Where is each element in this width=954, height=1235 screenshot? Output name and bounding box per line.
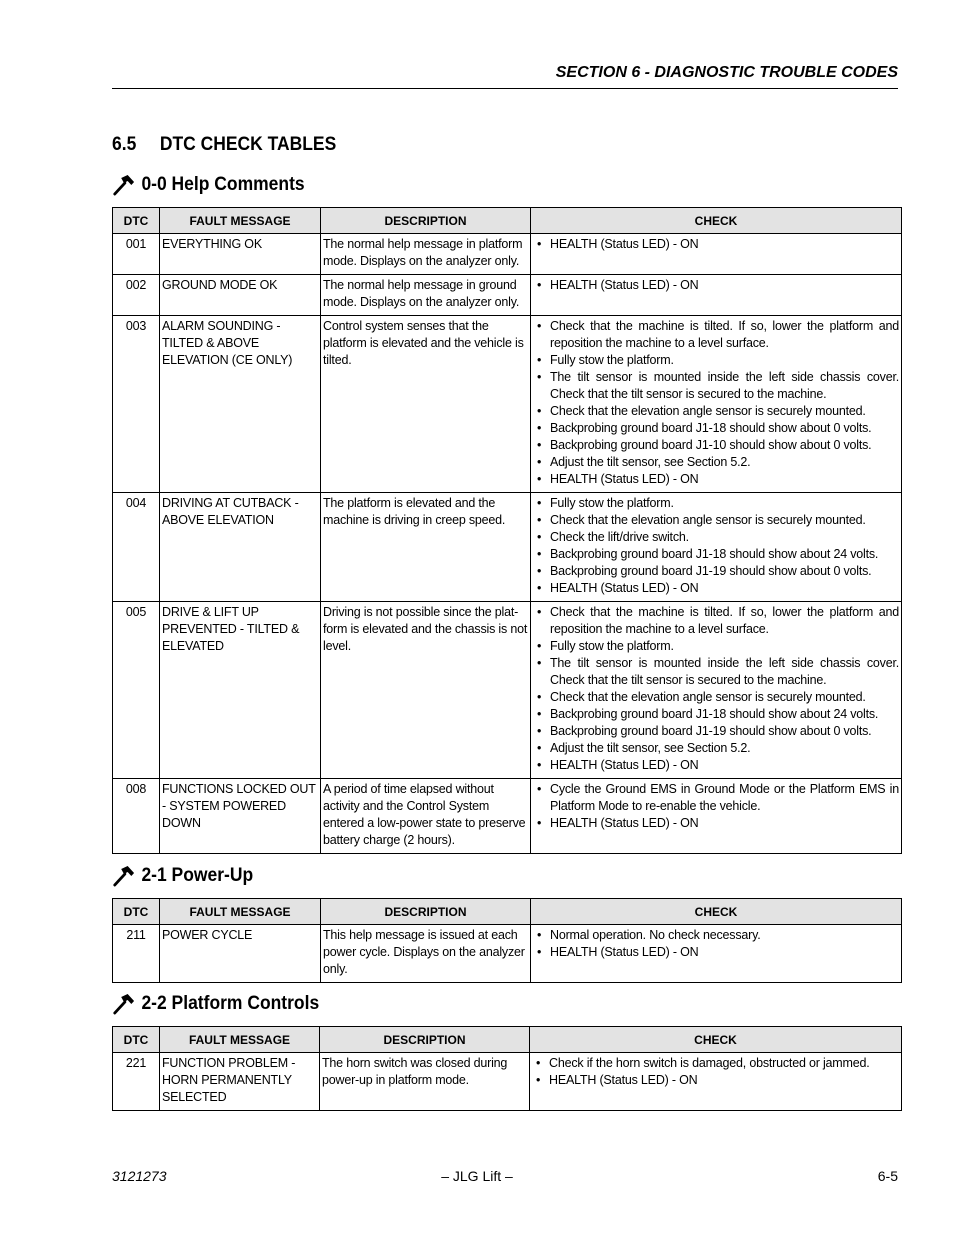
check-item: • Check the lift/drive switch. <box>533 529 899 546</box>
fault-message: POWER CYCLE <box>160 925 321 983</box>
table-row <box>113 1053 902 1111</box>
column-header-fault: FAULT MESSAGE <box>160 208 321 234</box>
column-header-description: DESCRIPTION <box>321 899 531 925</box>
table-row <box>113 316 902 493</box>
table-row <box>113 925 902 983</box>
hammer-icon <box>112 174 136 196</box>
check-item: • HEALTH (Status LED) - ON <box>533 944 899 961</box>
subsection-heading-text: 0-0 Help Comments <box>141 174 305 195</box>
check-item: • Cycle the Ground EMS in Ground Mode or the Platform EMS in Platform Mode to re-enable the vehicle. <box>533 781 899 815</box>
check-item: • Normal operation. No check necessary. <box>533 927 899 944</box>
check-item: • Fully stow the platform. <box>533 352 899 369</box>
check-item: • Adjust the tilt sensor, see Section 5.2. <box>533 454 899 471</box>
check-item: • Backprobing ground board J1-19 should show about 0 volts. <box>533 723 899 740</box>
check-item: • The tilt sensor is mounted inside the left side chassis cover. Check that the tilt sensor is secured to the machine. <box>533 655 899 689</box>
footer-brand: – JLG Lift – <box>441 1168 513 1184</box>
description: This help message is issued at each power cycle. Displays on the analyzer only. <box>321 925 531 983</box>
check-list <box>531 316 902 493</box>
subsection-heading-platform-controls <box>112 993 319 1015</box>
check-item: • Check if the horn switch is damaged, obstructed or jammed. <box>532 1055 899 1072</box>
section-title <box>112 134 336 156</box>
check-list <box>531 602 902 779</box>
check-item: • Check that the elevation angle sensor is securely mounted. <box>533 689 899 706</box>
column-header-description: DESCRIPTION <box>320 1027 530 1053</box>
check-item: • HEALTH (Status LED) - ON <box>533 471 899 488</box>
check-item: • Adjust the tilt sensor, see Section 5.2. <box>533 740 899 757</box>
fault-message: DRIVING AT CUTBACK - ABOVE ELEVATION <box>160 493 321 602</box>
subsection-heading-text: 2-1 Power-Up <box>141 865 254 886</box>
hammer-icon <box>112 865 136 887</box>
section-title-text: DTC CHECK TABLES <box>159 134 337 155</box>
column-header-description: DESCRIPTION <box>321 208 531 234</box>
description: The horn switch was closed during power-up in platform mode. <box>320 1053 530 1111</box>
fault-message: GROUND MODE OK <box>160 275 321 316</box>
check-list <box>530 1053 902 1111</box>
check-item: • HEALTH (Status LED) - ON <box>533 815 899 832</box>
table-header-row <box>113 1027 902 1053</box>
column-header-dtc: DTC <box>113 899 160 925</box>
check-item: • HEALTH (Status LED) - ON <box>533 757 899 774</box>
check-list <box>531 275 902 316</box>
dtc-code: 221 <box>113 1053 160 1111</box>
description: Control system senses that the platform is elevated and the vehicle is tilted. <box>321 316 531 493</box>
subsection-heading-power-up <box>112 865 253 887</box>
check-item: • HEALTH (Status LED) - ON <box>532 1072 899 1089</box>
section-header-text: SECTION 6 - DIAGNOSTIC TROUBLE CODES <box>555 64 898 81</box>
check-item: • Check that the machine is tilted. If so, lower the platform and reposition the machine to a level surface. <box>533 604 899 638</box>
subsection-heading-help-comments <box>112 174 305 196</box>
dtc-code: 003 <box>113 316 160 493</box>
section-header <box>112 64 898 89</box>
table-row <box>113 779 902 854</box>
check-item: • HEALTH (Status LED) - ON <box>533 277 899 294</box>
table-header-row <box>113 208 902 234</box>
footer-page-number: 6-5 <box>877 1168 898 1184</box>
fault-message: FUNCTIONS LOCKED OUT - SYSTEM POWERED DOWN <box>160 779 321 854</box>
column-header-check: CHECK <box>531 208 902 234</box>
check-item: • Backprobing ground board J1-18 should show about 24 volts. <box>533 706 899 723</box>
check-item: • Backprobing ground board J1-19 should show about 0 volts. <box>533 563 899 580</box>
column-header-fault: FAULT MESSAGE <box>160 1027 320 1053</box>
fault-message: FUNCTION PROBLEM - HORN PERMANENTLY SELECTED <box>160 1053 320 1111</box>
check-item: • The tilt sensor is mounted inside the left side chassis cover. Check that the tilt sensor is secured to the machine. <box>533 369 899 403</box>
dtc-table-power-up <box>112 898 902 983</box>
fault-message: ALARM SOUNDING - TILTED & ABOVE ELEVATION (CE ONLY) <box>160 316 321 493</box>
column-header-dtc: DTC <box>113 208 160 234</box>
table-header-row <box>113 899 902 925</box>
column-header-check: CHECK <box>530 1027 902 1053</box>
dtc-code: 001 <box>113 234 160 275</box>
description: The normal help message in ground mode. Displays on the analyzer only. <box>321 275 531 316</box>
check-item: • Backprobing ground board J1-18 should show about 0 volts. <box>533 420 899 437</box>
check-item: • Check that the elevation angle sensor is securely mounted. <box>533 512 899 529</box>
column-header-check: CHECK <box>531 899 902 925</box>
table-row <box>113 602 902 779</box>
check-item: • Backprobing ground board J1-18 should show about 24 volts. <box>533 546 899 563</box>
fault-message: DRIVE & LIFT UP PREVENTED - TILTED & ELEVATED <box>160 602 321 779</box>
dtc-code: 008 <box>113 779 160 854</box>
description: Driving is not possible since the plat-form is elevated and the chassis is not level. <box>321 602 531 779</box>
check-item: • Check that the elevation angle sensor is securely mounted. <box>533 403 899 420</box>
check-item: • Check that the machine is tilted. If so, lower the platform and reposition the machine to a level surface. <box>533 318 899 352</box>
table-row <box>113 493 902 602</box>
description: The platform is elevated and the machine is driving in creep speed. <box>321 493 531 602</box>
check-item: • Fully stow the platform. <box>533 638 899 655</box>
table-row <box>113 234 902 275</box>
description: A period of time elapsed without activity and the Control System entered a low-power state to preserve battery charge (2 hours). <box>321 779 531 854</box>
dtc-code: 002 <box>113 275 160 316</box>
description: The normal help message in platform mode. Displays on the analyzer only. <box>321 234 531 275</box>
check-list <box>531 493 902 602</box>
check-item: • Backprobing ground board J1-10 should show about 0 volts. <box>533 437 899 454</box>
hammer-icon <box>112 993 136 1015</box>
dtc-code: 004 <box>113 493 160 602</box>
fault-message: EVERYTHING OK <box>160 234 321 275</box>
dtc-table-help-comments <box>112 207 902 854</box>
column-header-fault: FAULT MESSAGE <box>160 899 321 925</box>
column-header-dtc: DTC <box>113 1027 160 1053</box>
footer-doc-number: 3121273 <box>112 1168 167 1184</box>
check-item: • HEALTH (Status LED) - ON <box>533 236 899 253</box>
check-item: • Fully stow the platform. <box>533 495 899 512</box>
section-number: 6.5 <box>112 134 137 155</box>
check-list <box>531 925 902 983</box>
check-item: • HEALTH (Status LED) - ON <box>533 580 899 597</box>
table-row <box>113 275 902 316</box>
dtc-code: 005 <box>113 602 160 779</box>
check-list <box>531 779 902 854</box>
dtc-table-platform-controls <box>112 1026 902 1111</box>
check-list <box>531 234 902 275</box>
dtc-code: 211 <box>113 925 160 983</box>
subsection-heading-text: 2-2 Platform Controls <box>141 993 320 1014</box>
